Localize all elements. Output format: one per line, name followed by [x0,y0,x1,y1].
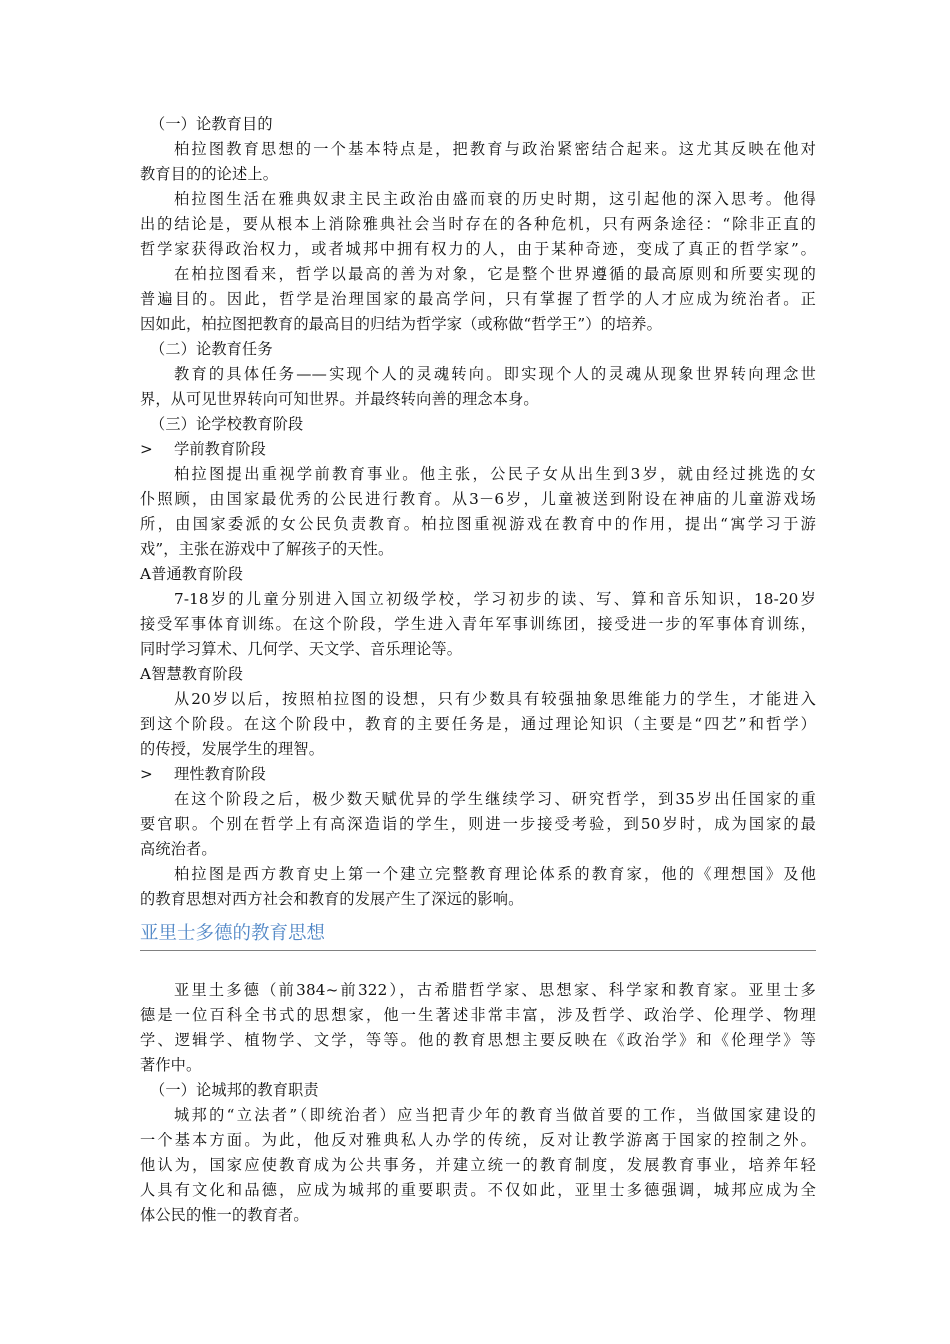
paragraph-line: 因如此，柏拉图把教育的最高目的归结为哲学家（或称做“哲学王”）的培养。 [140,315,662,333]
bullet-general-stage: A普通教育阶段 [140,565,244,583]
paragraph-line: 人具有文化和品德，应成为城邦的重要职责。不仅如此，亚里士多德强调，城邦应成为全 [140,1181,816,1199]
paragraph-line: 柏拉图提出重视学前教育事业。他主张，公民子女从出生到3岁，就由经过挑选的女 [174,465,816,483]
paragraph-line: 普遍目的。因此，哲学是治理国家的最高学问，只有掌握了哲学的人才应成为统治者。正 [140,290,816,308]
subheading-school-stages: （三）论学校教育阶段 [150,415,304,433]
subheading-city-duty: （一）论城邦的教育职责 [150,1081,319,1099]
bullet-label: 理性教育阶段 [174,765,267,783]
subheading-education-task: （二）论教育任务 [150,340,273,358]
section-heading-aristotle: 亚里士多德的教育思想 [140,920,816,951]
bullet-label: 学前教育阶段 [174,440,267,458]
paragraph-line: 城邦的“立法者”（即统治者）应当把青少年的教育当做首要的工作，当做国家建设的 [174,1106,816,1124]
paragraph-line: 学、逻辑学、植物学、文学，等等。他的教育思想主要反映在《政治学》和《伦理学》等 [140,1031,816,1049]
paragraph-line: 一个基本方面。为此，他反对雅典私人办学的传统，反对让教学游离于国家的控制之外。 [140,1131,816,1149]
paragraph-line: 接受军事体育训练。在这个阶段，学生进入青年军事训练团，接受进一步的军事体育训练， [140,615,816,633]
paragraph-line: 柏拉图生活在雅典奴隶主民主政治由盛而衰的历史时期，这引起他的深入思考。他得 [174,190,816,208]
paragraph-line: 柏拉图教育思想的一个基本特点是，把教育与政治紧密结合起来。这尤其反映在他对 [174,140,816,158]
bullet-rational-stage [140,762,266,787]
paragraph-line: 的传授，发展学生的理智。 [140,740,325,758]
paragraph-line: 体公民的惟一的教育者。 [140,1206,309,1224]
paragraph-line: 到这个阶段。在这个阶段中，教育的主要任务是，通过理论知识（主要是“四艺”和哲学） [140,715,816,733]
paragraph-line: 德是一位百科全书式的思想家，他一生著述非常丰富，涉及哲学、政治学、伦理学、物理 [140,1006,816,1024]
paragraph-line: 的教育思想对西方社会和教育的发展产生了深远的影响。 [140,890,524,908]
paragraph-line: 戏”，主张在游戏中了解孩子的天性。 [140,540,394,558]
paragraph-line: 著作中。 [140,1056,202,1074]
paragraph-line: 他认为，国家应使教育成为公共事务，并建立统一的教育制度，发展教育事业，培养年轻 [140,1156,816,1174]
paragraph-line: 7-18岁的儿童分别进入国立初级学校，学习初步的读、写、算和音乐知识，18-20岁 [174,590,816,608]
subheading-education-goal: （一）论教育目的 [150,115,273,133]
paragraph-line: 哲学家获得政治权力，或者城邦中拥有权力的人，由于某种奇迹，变成了真正的哲学家”。 [140,240,816,258]
paragraph-line: 在这个阶段之后，极少数天赋优异的学生继续学习、研究哲学，到35岁出任国家的重 [174,790,816,808]
paragraph-line: 出的结论是，要从根本上消除雅典社会当时存在的各种危机，只有两条途径：“除非正直的 [140,215,816,233]
bullet-wisdom-stage: A智慧教育阶段 [140,665,244,683]
paragraph-line: 教育目的的论述上。 [140,165,279,183]
bullet-marker: > [140,765,153,783]
paragraph-line: 教育的具体任务——实现个人的灵魂转向。即实现个人的灵魂从现象世界转向理念世 [174,365,816,383]
paragraph-line: 柏拉图是西方教育史上第一个建立完整教育理论体系的教育家，他的《理想国》及他 [174,865,816,883]
paragraph-line: 在柏拉图看来，哲学以最高的善为对象，它是整个世界遵循的最高原则和所要实现的 [174,265,816,283]
paragraph-line: 所，由国家委派的女公民负责教育。柏拉图重视游戏在教育中的作用，提出“寓学习于游 [140,515,816,533]
bullet-preschool-stage [140,437,266,462]
paragraph-line: 高统治者。 [140,840,217,858]
paragraph-line: 仆照顾，由国家最优秀的公民进行教育。从3－6岁，儿童被送到附设在神庙的儿童游戏场 [140,490,816,508]
paragraph-line: 亚里土多德（前384~前322），古希腊哲学家、思想家、科学家和教育家。亚里士多 [174,981,816,999]
paragraph-line: 从20岁以后，按照柏拉图的设想，只有少数具有较强抽象思维能力的学生，才能进入 [174,690,816,708]
paragraph-line: 界，从可见世界转向可知世界。并最终转向善的理念本身。 [140,390,539,408]
paragraph-line: 要官职。个别在哲学上有高深造诣的学生，则进一步接受考验，到50岁时，成为国家的最 [140,815,816,833]
paragraph-line: 同时学习算术、几何学、天文学、音乐理论等。 [140,640,463,658]
bullet-marker: > [140,440,153,458]
